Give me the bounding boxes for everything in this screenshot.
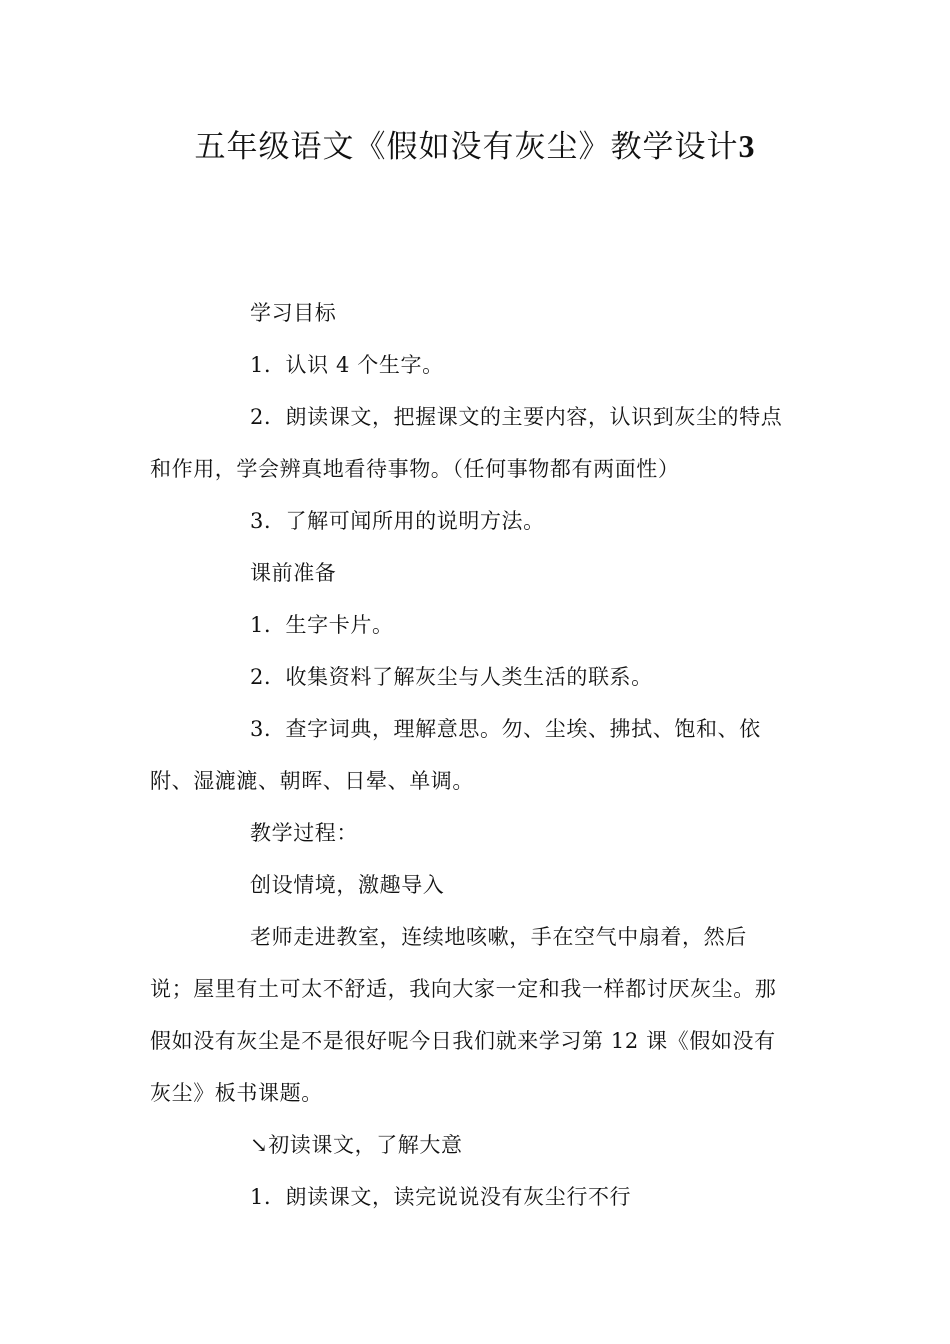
prep-3-line-1: 3．查字词典，理解意思。勿、尘埃、拂拭、饱和、依 <box>250 717 761 741</box>
heading-learning-goals: 学习目标 <box>250 301 337 325</box>
heading-teaching-process: 教学过程： <box>250 821 358 845</box>
prep-2: 2．收集资料了解灰尘与人类生活的联系。 <box>250 665 653 689</box>
first-reading-item-1: 1．朗读课文，读完说说没有灰尘行不行 <box>250 1185 632 1209</box>
goal-2-line-2: 和作用，学会辨真地看待事物。（任何事物都有两面性） <box>150 457 680 481</box>
goal-3: 3．了解可闻所用的说明方法。 <box>250 509 545 533</box>
intro-paragraph-line-4: 灰尘》板书课题。 <box>150 1081 323 1105</box>
document-body <box>150 287 805 1223</box>
title-text: 五年级语文《假如没有灰尘》教学设计 <box>194 129 739 165</box>
goal-1: 1．认识 4 个生字。 <box>250 353 444 377</box>
goal-2-line-1: 2．朗读课文，把握课文的主要内容，认识到灰尘的特点 <box>250 405 783 429</box>
intro-paragraph-line-3: 假如没有灰尘是不是很好呢今日我们就来学习第 12 课《假如没有 <box>150 1029 776 1053</box>
document-title <box>0 124 950 169</box>
intro-paragraph-line-2: 说；屋里有土可太不舒适，我向大家一定和我一样都讨厌灰尘。那 <box>150 977 777 1001</box>
heading-preparation: 课前准备 <box>250 561 337 585</box>
prep-3-line-2: 附、湿漉漉、朝晖、日晕、单调。 <box>150 769 474 793</box>
section-intro-heading: 创设情境，激趣导入 <box>250 873 445 897</box>
prep-1: 1．生字卡片。 <box>250 613 394 637</box>
section-first-reading-heading: ↘初读课文，了解大意 <box>250 1133 463 1157</box>
intro-paragraph-line-1: 老师走进教室，连续地咳嗽，手在空气中扇着，然后 <box>250 925 747 949</box>
title-number: 3 <box>738 128 756 164</box>
